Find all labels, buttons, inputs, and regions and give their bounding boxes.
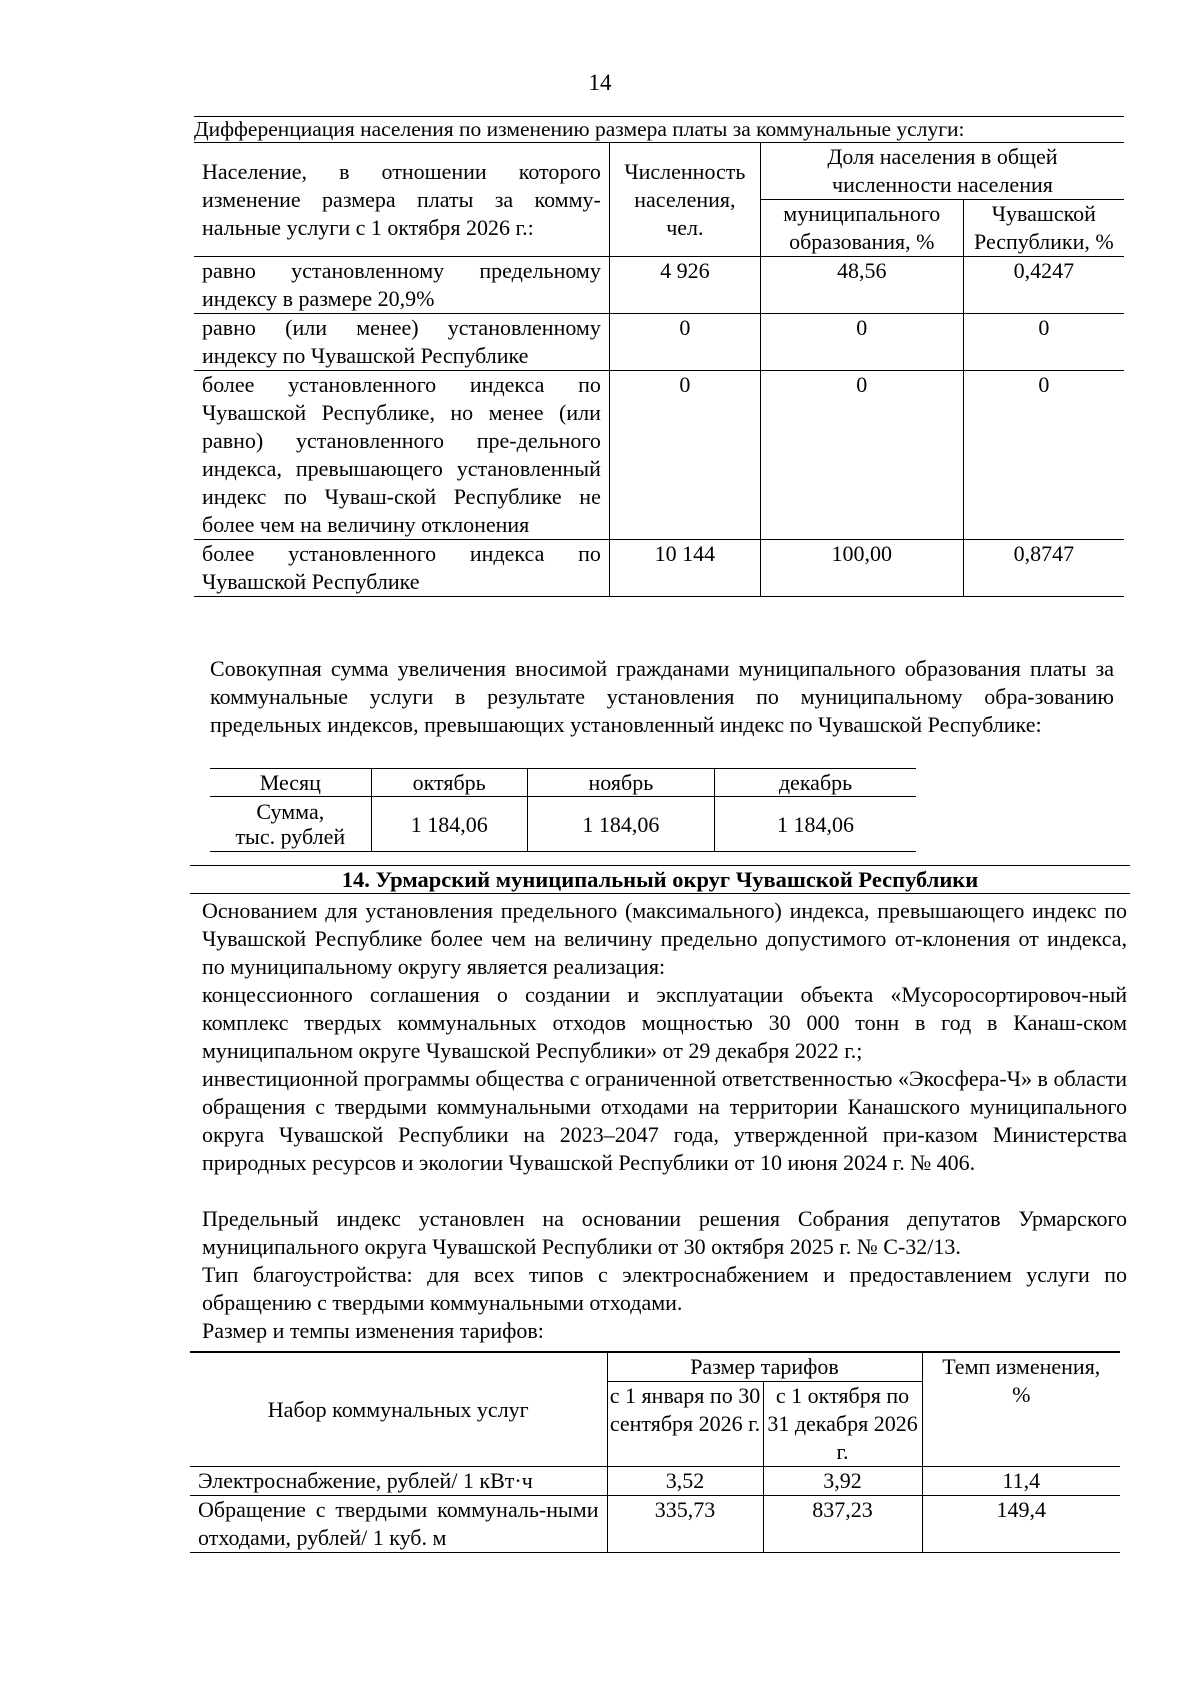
header-share-municipal: муниципального образования, % [760,200,963,257]
header-period-2: с 1 октября по 31 декабря 2026 г. [763,1382,922,1467]
header-size-group: Размер тарифов [607,1353,922,1382]
section-paragraph: концессионного соглашения о создании и эксплуатации объекта «Мусоросортировоч-ный комплекс твердых коммунальных отходов мощностью 30 000 тонн в год в Канаш-ском муниципальном округе Чувашской Республики» от 29 декабря 2022 г.; [202,982,1127,1063]
table-row: равно установленному предельному индексу в размере 20,9% 4 926 48,56 0,4247 [194,257,1124,314]
table-row: более установленного индекса по Чувашской Республике 10 144 100,00 0,8747 [194,540,1124,597]
monthly-sum-table [210,768,916,852]
sum-october: 1 184,06 [371,797,527,852]
section-title: 14. Урмарский муниципальный округ Чувашской Республики [341,867,979,892]
header-period-1: с 1 января по 30 сентября 2026 г. [607,1382,763,1467]
section-paragraph: Основанием для установления предельного (максимального) индекса, превышающего индекс по Чувашской Республике более чем на величину предельно допустимого от-клонения от индекса, по муниципальному округу является реализация: [202,898,1127,979]
section-paragraph: инвестиционной программы общества с ограниченной ответственностью «Экосфера-Ч» в области обращения с твердыми коммунальными отходами на территории Канашского муниципального округа Чувашской Республики на 2023–2047 года, утвержденной при-казом Министерства природных ресурсов и экологии Чувашской Республики от 10 июня 2024 г. № 406. [202,1066,1127,1175]
table-row: более установленного индекса по Чувашской Республике, но менее (или равно) установленного пре-дельного индекса, превышающего установленный индекс по Чуваш-ской Республике не более чем на величину отклонения 0 0 0 [194,371,1124,540]
header-population: Население, в отношении которого изменение размера платы за комму-нальные услуги с 1 октября 2026 г.: [194,143,609,257]
aggregate-paragraph: Совокупная сумма увеличения вносимой гражданами муниципального образования платы за коммунальные услуги в результате установления по муниципальному обра-зованию предельных индексов, превышающих установленный индекс по Чувашской Республике: [210,656,1114,737]
header-share-republic: Чувашской Республики, % [963,200,1124,257]
month-october: октябрь [371,769,527,797]
divider [190,893,1130,894]
sum-november: 1 184,06 [527,797,714,852]
page-number: 14 [588,70,612,95]
header-rate: Темп изменения, % [922,1353,1120,1467]
month-header: Месяц [210,769,371,797]
section-paragraph: Размер и темпы изменения тарифов: [202,1318,544,1343]
table-row: Электроснабжение, рублей/ 1 кВт·ч 3,52 3,92 11,4 [190,1467,1120,1496]
header-share-group: Доля населения в общей численности населения [760,143,1124,200]
month-december: декабрь [715,769,916,797]
table-row: Обращение с твердыми коммуналь-ными отходами, рублей/ 1 куб. м 335,73 837,23 149,4 [190,1496,1120,1553]
sum-label: Сумма, тыс. рублей [210,797,371,852]
header-count: Численность населения, чел. [609,143,760,257]
section-paragraph: Предельный индекс установлен на основании решения Собрания депутатов Урмарского муниципального округа Чувашской Республики от 30 октября 2025 г. № С-32/13. [202,1206,1127,1259]
sum-december: 1 184,06 [715,797,916,852]
table-row: равно (или менее) установленному индексу по Чувашской Республике 0 0 0 [194,314,1124,371]
tariff-table [190,1352,1120,1553]
differentiation-caption: Дифференциация населения по изменению размера платы за коммунальные услуги: [194,117,1124,143]
month-november: ноябрь [527,769,714,797]
header-service: Набор коммунальных услуг [190,1353,607,1467]
section-paragraph: Тип благоустройства: для всех типов с электроснабжением и предоставлением услуги по обращению с твердыми коммунальными отходами. [202,1262,1127,1315]
differentiation-table [194,116,1124,597]
